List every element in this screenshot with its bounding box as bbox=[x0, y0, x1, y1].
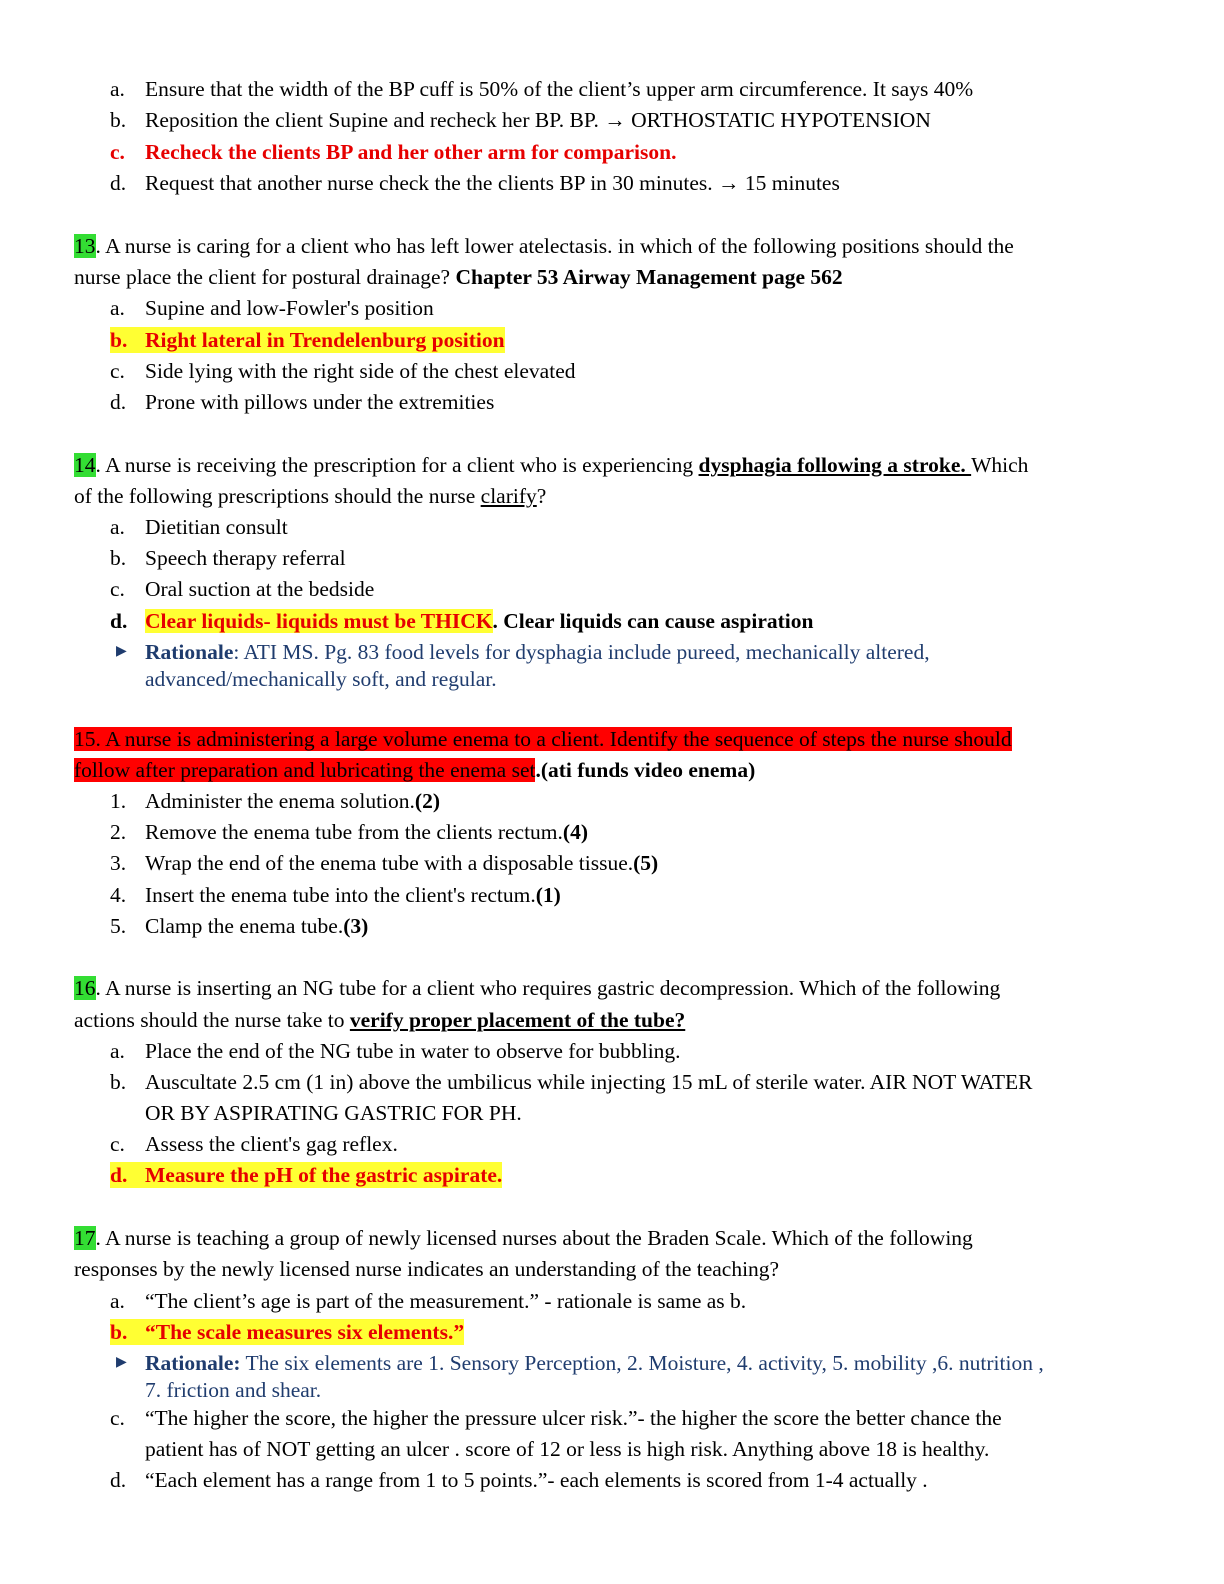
question-text: actions should the nurse take to bbox=[74, 1008, 350, 1032]
option-text: Supine and low-Fowler's position bbox=[145, 296, 434, 320]
step-order: (2) bbox=[414, 789, 440, 813]
option-label: c. bbox=[110, 1406, 125, 1430]
question-number: 17 bbox=[74, 1226, 96, 1250]
question-13-stem bbox=[74, 233, 1014, 259]
question-text: nurse place the client for postural drainage? bbox=[74, 265, 456, 289]
option-label: a. bbox=[110, 1289, 125, 1313]
step-number: 2. bbox=[110, 820, 127, 844]
option-text: OR BY ASPIRATING GASTRIC FOR PH. bbox=[145, 1101, 522, 1125]
option-label: a. bbox=[110, 296, 125, 320]
option-label: c. bbox=[110, 1132, 125, 1156]
question-17-stem bbox=[74, 1225, 973, 1251]
rationale-text: advanced/mechanically soft, and regular. bbox=[145, 667, 497, 691]
option-label: d. bbox=[110, 171, 127, 195]
option-text: Recheck the clients BP and her other arm for comparison. bbox=[145, 140, 677, 164]
step-order: (3) bbox=[343, 914, 369, 938]
step-number: 3. bbox=[110, 851, 127, 875]
option-text: Oral suction at the bedside bbox=[145, 577, 375, 601]
question-13-stem-line2 bbox=[74, 264, 843, 290]
option-label: b. bbox=[110, 327, 146, 353]
step-text: Wrap the end of the enema tube with a disposable tissue. bbox=[145, 851, 634, 875]
question-16-stem bbox=[74, 975, 1000, 1001]
question-text: 15. A nurse is administering a large volume enema to a client. Identify the sequence of steps the nurse should bbox=[74, 727, 1012, 751]
option-label: b. bbox=[110, 1319, 146, 1345]
option-text: “Each element has a range from 1 to 5 points.”- each elements is scored from 1-4 actually . bbox=[145, 1468, 928, 1492]
rationale-text: 7. friction and shear. bbox=[145, 1378, 322, 1402]
step-number: 1. bbox=[110, 789, 127, 813]
step-order: (5) bbox=[633, 851, 659, 875]
step-text: Remove the enema tube from the clients rectum. bbox=[145, 820, 563, 844]
question-14-stem-line2 bbox=[74, 483, 546, 509]
option-label: a. bbox=[110, 77, 125, 101]
question-15-stem bbox=[74, 726, 1012, 752]
option-text: Side lying with the right side of the chest elevated bbox=[145, 359, 576, 383]
question-number: 14 bbox=[74, 453, 96, 477]
step-number: 5. bbox=[110, 914, 127, 938]
option-text: Place the end of the NG tube in water to observe for bubbling. bbox=[145, 1039, 681, 1063]
option-label: d. bbox=[110, 609, 128, 633]
question-text: . A nurse is caring for a client who has left lower atelectasis. in which of the following positions should the bbox=[95, 234, 1014, 258]
option-text: Assess the client's gag reflex. bbox=[145, 1132, 398, 1156]
question-text: of the following prescriptions should the nurse bbox=[74, 484, 481, 508]
option-label: d. bbox=[110, 390, 127, 414]
option-text: Reposition the client Supine and recheck her BP. BP. → ORTHOSTATIC HYPOTENSION bbox=[145, 108, 931, 132]
emphasis-text: verify proper placement of the tube? bbox=[349, 1008, 686, 1032]
option-label: c. bbox=[110, 359, 125, 383]
option-text: “The client’s age is part of the measurement.” - rationale is same as b. bbox=[145, 1289, 747, 1313]
question-text: . A nurse is receiving the prescription for a client who is experiencing bbox=[95, 453, 699, 477]
question-number: 13 bbox=[74, 234, 96, 258]
question-text: responses by the newly licensed nurse indicates an understanding of the teaching? bbox=[74, 1257, 780, 1281]
triangle-bullet-icon: ▶ bbox=[116, 644, 127, 659]
option-text: Clear liquids- liquids must be THICK bbox=[145, 609, 493, 633]
question-16-stem-line2 bbox=[74, 1007, 685, 1033]
question-text: . A nurse is inserting an NG tube for a client who requires gastric decompression. Which of the following bbox=[95, 976, 1001, 1000]
option-text: Prone with pillows under the extremities bbox=[145, 390, 495, 414]
step-order: (1) bbox=[535, 883, 561, 907]
question-15-stem-line2 bbox=[74, 757, 755, 783]
question-number: 16 bbox=[74, 976, 96, 1000]
option-text: Ensure that the width of the BP cuff is 50% of the client’s upper arm circumference. It says 40% bbox=[145, 77, 974, 101]
emphasis-text: clarify bbox=[480, 484, 537, 508]
option-text: Request that another nurse check the the clients BP in 30 minutes. → 15 minutes bbox=[145, 171, 840, 195]
rationale-label: Rationale: bbox=[145, 1351, 241, 1375]
option-text: “The higher the score, the higher the pressure ulcer risk.”- the higher the score the better chance the bbox=[145, 1406, 1002, 1430]
option-label: a. bbox=[110, 1039, 125, 1063]
rationale-label: Rationale bbox=[145, 640, 234, 664]
option-text: Dietitian consult bbox=[145, 515, 288, 539]
question-17-stem-line2 bbox=[74, 1256, 779, 1282]
rationale-text: : ATI MS. Pg. 83 food levels for dysphagia include pureed, mechanically altered, bbox=[233, 640, 930, 664]
option-label: b. bbox=[110, 108, 127, 132]
option-label: d. bbox=[110, 1468, 127, 1492]
question-text: . A nurse is teaching a group of newly licensed nurses about the Braden Scale. Which of the following bbox=[95, 1226, 973, 1250]
question-14-stem bbox=[74, 452, 1028, 478]
option-text: Speech therapy referral bbox=[145, 546, 346, 570]
option-label: c. bbox=[110, 577, 125, 601]
option-label: c. bbox=[110, 140, 125, 164]
rationale-text: The six elements are 1. Sensory Perception, 2. Moisture, 4. activity, 5. mobility ,6. nutrition , bbox=[240, 1351, 1044, 1375]
reference-text: Chapter 53 Airway Management page 562 bbox=[455, 265, 843, 289]
step-text: Administer the enema solution. bbox=[145, 789, 415, 813]
triangle-bullet-icon: ▶ bbox=[116, 1355, 127, 1370]
option-text: Measure the pH of the gastric aspirate. bbox=[145, 1163, 503, 1187]
question-text: Which bbox=[971, 453, 1029, 477]
step-text: Insert the enema tube into the client's rectum. bbox=[145, 883, 536, 907]
option-text: Auscultate 2.5 cm (1 in) above the umbilicus while injecting 15 mL of sterile water. AIR NOT WATER bbox=[145, 1070, 1033, 1094]
option-label: b. bbox=[110, 546, 127, 570]
step-number: 4. bbox=[110, 883, 127, 907]
question-text: ? bbox=[536, 484, 547, 508]
option-note: . Clear liquids can cause aspiration bbox=[492, 609, 814, 633]
option-text: patient has of NOT getting an ulcer . score of 12 or less is high risk. Anything above 18 is healthy. bbox=[145, 1437, 990, 1461]
option-label: d. bbox=[110, 1162, 146, 1188]
option-text: “The scale measures six elements.” bbox=[145, 1320, 465, 1344]
question-text: follow after preparation and lubricating the enema set bbox=[74, 758, 536, 782]
step-order: (4) bbox=[562, 820, 588, 844]
option-label: a. bbox=[110, 515, 125, 539]
option-text: Right lateral in Trendelenburg position bbox=[145, 328, 505, 352]
reference-text: .(ati funds video enema) bbox=[535, 758, 756, 782]
option-label: b. bbox=[110, 1070, 127, 1094]
step-text: Clamp the enema tube. bbox=[145, 914, 344, 938]
emphasis-text: dysphagia following a stroke. bbox=[698, 453, 972, 477]
